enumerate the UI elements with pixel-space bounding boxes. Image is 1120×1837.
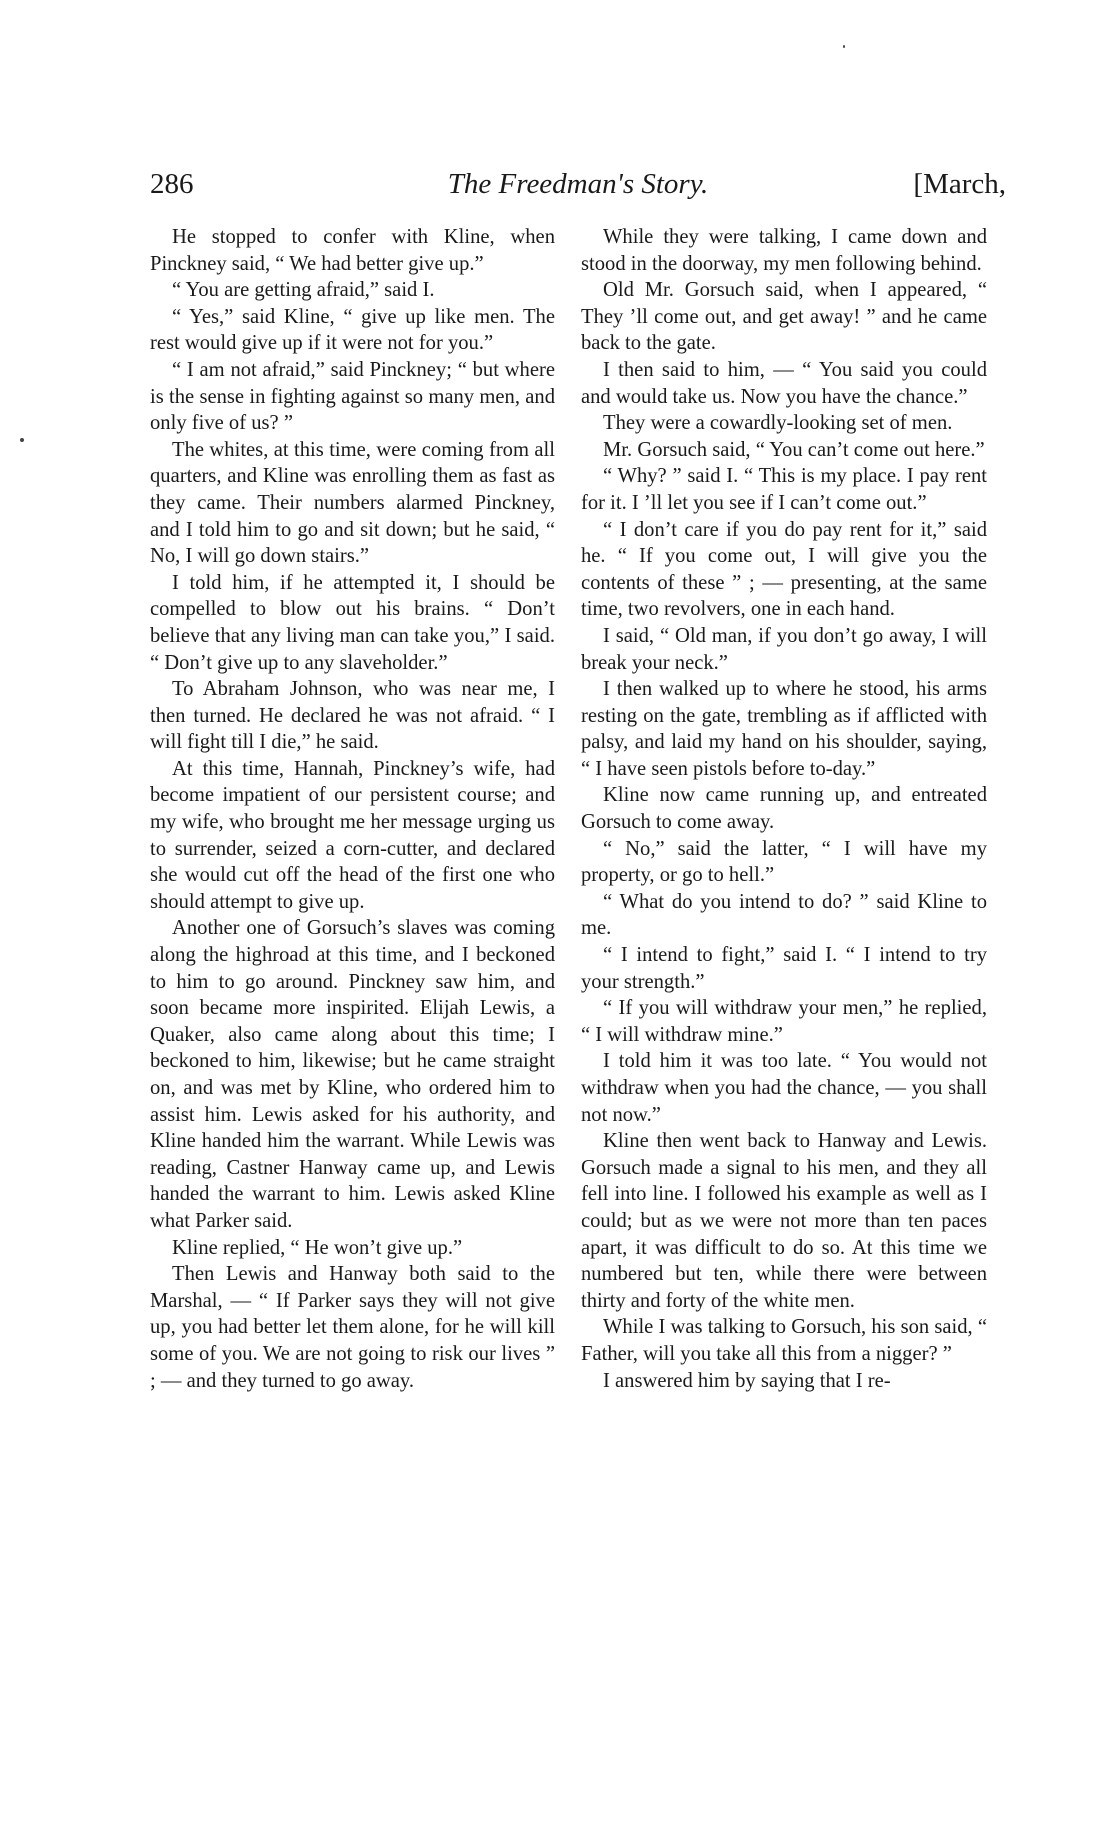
paragraph: “ Yes,” said Kline, “ give up like men. The rest would give up if it were not for you.” <box>150 305 555 355</box>
running-header <box>150 168 1006 208</box>
paragraph: While they were talking, I came down and stood in the doorway, my men following behind. <box>581 226 987 275</box>
issue-month: [March, <box>913 168 1006 200</box>
paragraph: “ Why? ” said I. “ This is my place. I pay rent for it. I ’ll let you see if I can’t come out.” <box>581 465 987 514</box>
paragraph: Old Mr. Gorsuch said, when I appeared, “ They ’ll come out, and get away! ” and he came back to the gate. <box>581 279 987 355</box>
paragraph: “ I am not afraid,” said Pinckney; “ but where is the sense in fighting against so many men, and only five of us? ” <box>150 358 555 435</box>
paragraph: “ What do you intend to do? ” said Kline to me. <box>581 890 987 940</box>
right-column <box>581 224 987 1394</box>
paragraph: He stopped to confer with Kline, when Pinckney said, “ We had better give up.” <box>150 226 555 275</box>
paragraph: “ I intend to fight,” said I. “ I intend to try your strength.” <box>581 944 987 993</box>
paragraph: To Abraham Johnson, who was near me, I then turned. He declared he was not afraid. “ I will fight till I die,” he said. <box>150 678 555 754</box>
paragraph: Kline replied, “ He won’t give up.” <box>172 1236 463 1259</box>
paragraph: Then Lewis and Hanway both said to the Marshal, — “ If Parker says they will not give up, you had better let them alone, for he will kill some of you. We are not going to risk our lives ” ; — and they turned to go away. <box>150 1263 555 1392</box>
paragraph: I told him it was too late. “ You would not withdraw when you had the chance, — you shall not now.” <box>581 1050 987 1126</box>
left-column <box>150 224 555 1394</box>
paragraph: They were a cowardly-looking set of men. <box>603 412 953 435</box>
paragraph: Kline then went back to Hanway and Lewis. Gorsuch made a signal to his men, and they all fell into line. I followed his example as well as I could; but as we were not more than ten paces apart, it was difficult to do so. At this time we numbered but ten, while there were between thirty and forty of the white men. <box>581 1130 987 1312</box>
stray-ink-dot <box>20 438 24 442</box>
paragraph: “ You are getting afraid,” said I. <box>172 279 435 302</box>
paragraph: Another one of Gorsuch’s slaves was coming along the highroad at this time, and I beckoned to him to go around. Pinckney saw him, and soon became more inspirited. Elijah Lewis, a Quaker, also came along about this time; I beckoned to him, likewise; but he came straight on, and was met by Kline, who ordered him to assist him. Lewis asked for his authority, and Kline handed him the warrant. While Lewis was reading, Castner Hanway came up, and Lewis handed the warrant to him. Lewis asked Kline what Parker said. <box>150 917 555 1232</box>
stray-ink-dot <box>843 45 845 48</box>
paragraph: Mr. Gorsuch said, “ You can’t come out here.” <box>603 438 985 461</box>
paragraph: At this time, Hannah, Pinckney’s wife, had become impatient of our persistent course; and my wife, who brought me her message urging us to surrender, seized a corn-cutter, and declared she would cut off the head of the first one who should attempt to give up. <box>150 757 555 913</box>
running-title: The Freedman's Story. <box>447 168 709 200</box>
page-number: 286 <box>150 168 194 200</box>
paragraph: Kline now came running up, and entreated Gorsuch to come away. <box>581 784 987 834</box>
paragraph: While I was talking to Gorsuch, his son said, “ Father, will you take all this from a nigger? ” <box>581 1316 987 1365</box>
paragraph: I then said to him, — “ You said you could and would take us. Now you have the chance.” <box>581 358 987 408</box>
paragraph: I said, “ Old man, if you don’t go away, I will break your neck.” <box>581 624 987 674</box>
paragraph: “ If you will withdraw your men,” he replied, “ I will withdraw mine.” <box>581 997 987 1046</box>
paragraph: “ No,” said the latter, “ I will have my property, or go to hell.” <box>581 837 987 887</box>
paragraph: “ I don’t care if you do pay rent for it,” said he. “ If you come out, I will give you the contents of these ” ; — presenting, at the same time, two revolvers, one in each hand. <box>581 518 987 621</box>
paragraph: The whites, at this time, were coming from all quarters, and Kline was enrolling them as fast as they came. Their numbers alarmed Pinckney, and I told him to go and sit down; but he said, “ No, I will go down stairs.” <box>150 438 555 568</box>
paragraph: I answered him by saying that I re- <box>603 1369 891 1392</box>
paragraph: I then walked up to where he stood, his arms resting on the gate, trembling as if afflicted with palsy, and laid my hand on his shoulder, saying, “ I have seen pistols before to-day.” <box>581 678 987 780</box>
paragraph: I told him, if he attempted it, I should be compelled to blow out his brains. “ Don’t believe that any living man can take you,” I said. “ Don’t give up to any slaveholder.” <box>150 571 555 674</box>
